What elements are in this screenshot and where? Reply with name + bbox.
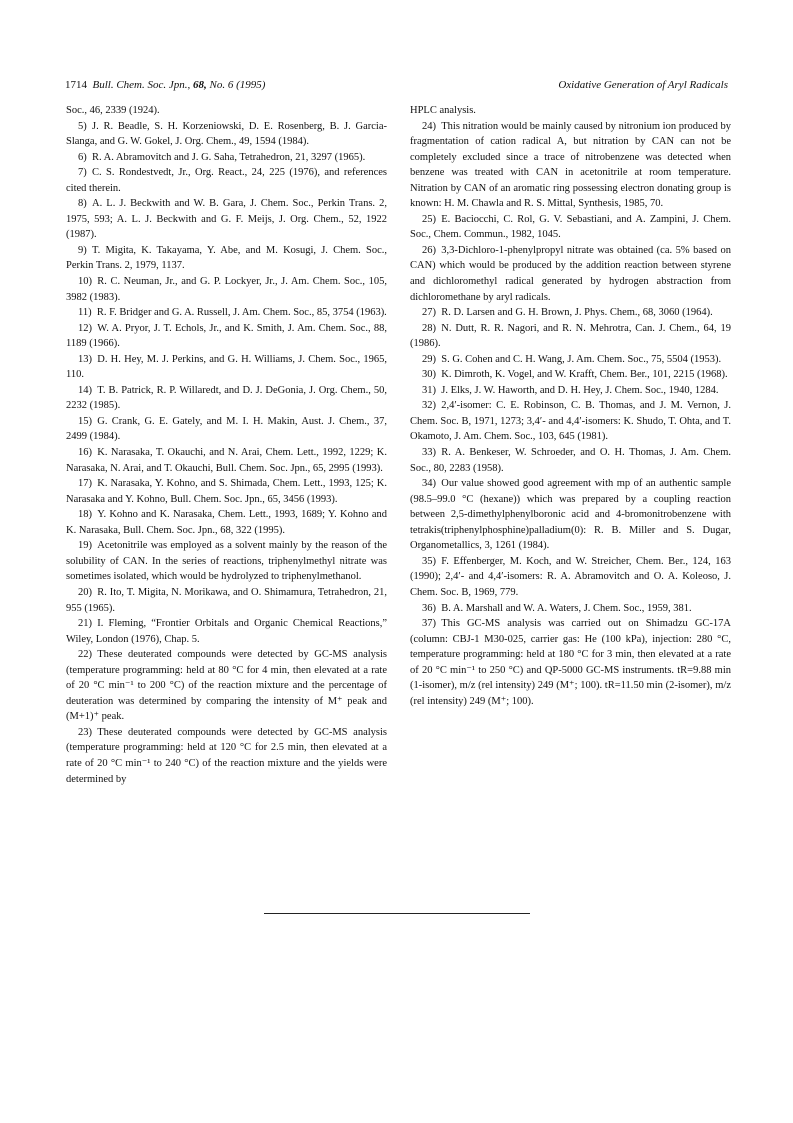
reference-item [410,476,731,554]
reference-number: 35) [422,555,436,567]
reference-text: T. Migita, K. Takayama, Y. Abe, and M. Kosugi, J. Chem. Soc., Perkin Trans. 2, 1979, 1137. [66,244,387,272]
reference-number: 5) [78,120,87,132]
reference-number: 34) [422,478,436,490]
reference-number: 28) [422,322,436,334]
reference-text: F. Effenberger, M. Koch, and W. Streicher, Chem. Ber., 124, 163 (1990); 2,4′- and 4,4′-isomers: R. A. Abramovitch and O. A. Koleoso, J. Chem. Soc. B, 1969, 779. [410,555,731,598]
reference-number: 24) [422,120,436,132]
reference-number: 26) [422,244,436,256]
reference-text: G. Crank, G. E. Gately, and M. I. H. Makin, Aust. J. Chem., 37, 2499 (1984). [66,415,387,443]
reference-item [410,103,731,119]
reference-item [66,119,387,150]
running-header [65,77,728,93]
reference-number: 27) [422,307,436,319]
reference-item [66,243,387,274]
reference-text: D. H. Hey, M. J. Perkins, and G. H. Williams, J. Chem. Soc., 1965, 110. [66,353,387,381]
reference-number: 16) [78,447,92,459]
reference-number: 20) [78,586,92,598]
journal-issue: No. 6 (1995) [209,79,266,91]
reference-item [66,103,387,119]
running-title: Oxidative Generation of Aryl Radicals [558,79,728,91]
reference-text: 3,3-Dichloro-1-phenylpropyl nitrate was obtained (ca. 5% based on CAN) which would be produced by the addition reaction between styrene and dichloromethyl radical generated by hydrogen abstraction from dichloromethane by aryl radicals. [410,244,731,303]
reference-item [66,321,387,352]
reference-text: T. B. Patrick, R. P. Willaredt, and D. J. DeGonia, J. Org. Chem., 50, 2232 (1985). [66,384,387,412]
reference-number: 37) [422,618,436,630]
reference-text: These deuterated compounds were detected by GC-MS analysis (temperature programming: held at 80 °C for 4 min, then elevated at a rate of 20 °C min⁻¹ to 200 °C) of the reaction mixture and the percentage of deuteration was determined by comparing the intensity of M⁺ peak and (M+1)⁺ peak. [66,649,387,723]
reference-number: 13) [78,353,92,365]
reference-text: K. Narasaka, T. Okauchi, and N. Arai, Chem. Lett., 1992, 1229; K. Narasaka, N. Arai, and T. Okauchi, Bull. Chem. Soc. Jpn., 65, 2995 (1993). [66,447,387,474]
reference-item [410,445,731,476]
reference-item [410,383,731,399]
reference-text: R. A. Benkeser, W. Schroeder, and O. H. Thomas, J. Am. Chem. Soc., 80, 2283 (1958). [410,447,731,474]
reference-item [410,398,731,445]
reference-item [66,507,387,538]
reference-item [66,274,387,305]
reference-item [410,212,731,243]
journal-name: Bull. Chem. Soc. Jpn., [92,79,191,91]
reference-text: W. A. Pryor, J. T. Echols, Jr., and K. Smith, J. Am. Chem. Soc., 88, 1189 (1966). [66,322,387,350]
reference-text: Y. Kohno and K. Narasaka, Chem. Lett., 1993, 1689; Y. Kohno and K. Narasaka, Bull. Chem. Soc. Jpn., 68, 322 (1995). [66,509,387,536]
page-number: 1714 [65,79,87,91]
reference-number: 14) [78,384,92,396]
journal-volume: 68, [193,79,207,91]
reference-number: 32) [422,400,436,412]
reference-text: Our value showed good agreement with mp of an authentic sample (98.5–99.0 °C (hexane)) which was prepared by a coupling reaction between 2,5-dimethylphenylboronic acid and 4-bromonitrobenzene with tetrakis(triphenylphosphine)palladium(0): R. B. Miller and S. Dugar, Organometallics, 3, 1261 (1984). [410,478,731,552]
reference-item [66,585,387,616]
reference-text: S. G. Cohen and C. H. Wang, J. Am. Chem. Soc., 75, 5504 (1953). [441,353,722,365]
reference-item [410,554,731,601]
reference-number: 23) [78,726,92,738]
reference-text: I. Fleming, “Frontier Orbitals and Organic Chemical Reactions,” Wiley, London (1976), Chap. 5. [66,618,387,645]
reference-text: This nitration would be mainly caused by nitronium ion produced by fragmentation of cation radical A, but nitration by CAN can not be completely excluded since a trace of nitrobenzene was detected when benzene was treated with CAN in acetonitrile at room temperature. Nitration by CAN of an aromatic ring possessing electron donating group is known: H. M. Chawla and R. S. Mittal, Synthesis, 1985, 70. [410,120,731,210]
reference-item [66,476,387,507]
reference-item [66,383,387,414]
reference-number: 31) [422,384,436,396]
reference-text: HPLC analysis. [410,105,476,116]
reference-number: 7) [78,167,87,179]
references-right-column [410,103,731,709]
reference-item [66,196,387,243]
reference-number: 25) [422,213,436,225]
reference-item [66,647,387,725]
reference-item [410,119,731,212]
reference-item [410,601,731,617]
end-rule [264,913,530,914]
reference-item [66,725,387,787]
reference-number: 21) [78,618,92,630]
reference-number: 18) [78,509,92,521]
reference-text: These deuterated compounds were detected by GC-MS analysis (temperature programming: held at 120 °C for 2.5 min, then elevated at a rate of 20 °C min⁻¹ to 240 °C) of the reaction mixture and the yields were determined by [66,726,387,785]
reference-item [410,367,731,383]
reference-item [410,616,731,709]
header-left [65,77,265,93]
reference-number: 12) [78,322,92,334]
reference-text: Soc., 46, 2339 (1924). [66,105,160,116]
reference-number: 10) [78,276,92,288]
reference-item [66,414,387,445]
reference-item [410,305,731,321]
reference-item [66,445,387,476]
reference-number: 8) [78,198,87,210]
reference-item [66,538,387,585]
reference-number: 6) [78,151,87,163]
reference-number: 15) [78,415,92,427]
reference-text: N. Dutt, R. R. Nagori, and R. N. Mehrotra, Can. J. Chem., 64, 19 (1986). [410,322,731,350]
reference-number: 11) [78,307,92,319]
reference-text: B. A. Marshall and W. A. Waters, J. Chem. Soc., 1959, 381. [441,602,692,614]
reference-number: 17) [78,478,92,490]
reference-text: Acetonitrile was employed as a solvent mainly by the reason of the solubility of CAN. In the series of reactions, triphenylmethyl nitrate was sometimes isolated, which would be hydrolyzed to triphenylmethanol. [66,540,387,583]
reference-text: R. A. Abramovitch and J. G. Saha, Tetrahedron, 21, 3297 (1965). [92,151,366,163]
reference-number: 36) [422,602,436,614]
reference-text: This GC-MS analysis was carried out on Shimadzu GC-17A (column: CBJ-1 M30-025, carrier gas: He (100 kPa), injection: 280 °C, temperature programming: held at 180 °C for 3 min, then elevated at a rate of 20 °C min⁻¹ to 250 °C) and QP-5000 GC-MS instruments. tR=9.88 min (1-isomer), m/z (rel intensity) 249 (M⁺; 100). tR=11.50 min (2-isomer), m/z (rel intensity) 249 (M⁺; 100). [410,618,731,707]
reference-text: J. Elks, J. W. Haworth, and D. H. Hey, J. Chem. Soc., 1940, 1284. [441,384,719,396]
reference-text: K. Dimroth, K. Vogel, and W. Krafft, Chem. Ber., 101, 2215 (1968). [441,369,728,381]
reference-text: C. S. Rondestvedt, Jr., Org. React., 24, 225 (1976), and references cited therein. [66,167,387,194]
reference-number: 30) [422,369,436,381]
reference-item [410,321,731,352]
reference-text: R. Ito, T. Migita, N. Morikawa, and O. Shimamura, Tetrahedron, 21, 955 (1965). [66,586,387,614]
reference-number: 33) [422,447,436,459]
reference-text: R. D. Larsen and G. H. Brown, J. Phys. Chem., 68, 3060 (1964). [441,307,713,319]
reference-text: A. L. J. Beckwith and W. B. Gara, J. Chem. Soc., Perkin Trans. 2, 1975, 593; A. L. J. Beckwith and G. F. Meijs, J. Org. Chem., 52, 1922 (1987). [66,198,387,241]
reference-text: R. F. Bridger and G. A. Russell, J. Am. Chem. Soc., 85, 3754 (1963). [96,307,387,319]
reference-number: 22) [78,649,92,661]
reference-item [410,243,731,305]
reference-item [66,616,387,647]
reference-item [410,352,731,368]
reference-number: 29) [422,353,436,365]
reference-item [66,165,387,196]
reference-item [66,352,387,383]
reference-number: 9) [78,244,87,256]
reference-item [66,305,387,321]
reference-item [66,150,387,166]
reference-number: 19) [78,540,92,552]
reference-text: R. C. Neuman, Jr., and G. P. Lockyer, Jr., J. Am. Chem. Soc., 105, 3982 (1983). [66,276,387,303]
reference-text: E. Baciocchi, C. Rol, G. V. Sebastiani, and A. Zampini, J. Chem. Soc., Chem. Commun., 1982, 1045. [410,213,731,241]
reference-text: K. Narasaka, Y. Kohno, and S. Shimada, Chem. Lett., 1993, 125; K. Narasaka and Y. Kohno, Bull. Chem. Soc. Jpn., 65, 3456 (1993). [66,478,387,505]
references-left-column [66,103,387,787]
reference-text: 2,4′-isomer: C. E. Robinson, C. B. Thomas, and J. M. Vernon, J. Chem. Soc. B, 1971, 1273; 3,4′- and 4,4′-isomers: K. Shudo, T. Ohta, and T. Okamoto, J. Am. Chem. Soc., 103, 645 (1981). [410,400,731,443]
reference-text: J. R. Beadle, S. H. Korzeniowski, D. E. Rosenberg, B. J. Garcia-Slanga, and G. W. Gokel, J. Org. Chem., 49, 1594 (1984). [66,120,387,148]
